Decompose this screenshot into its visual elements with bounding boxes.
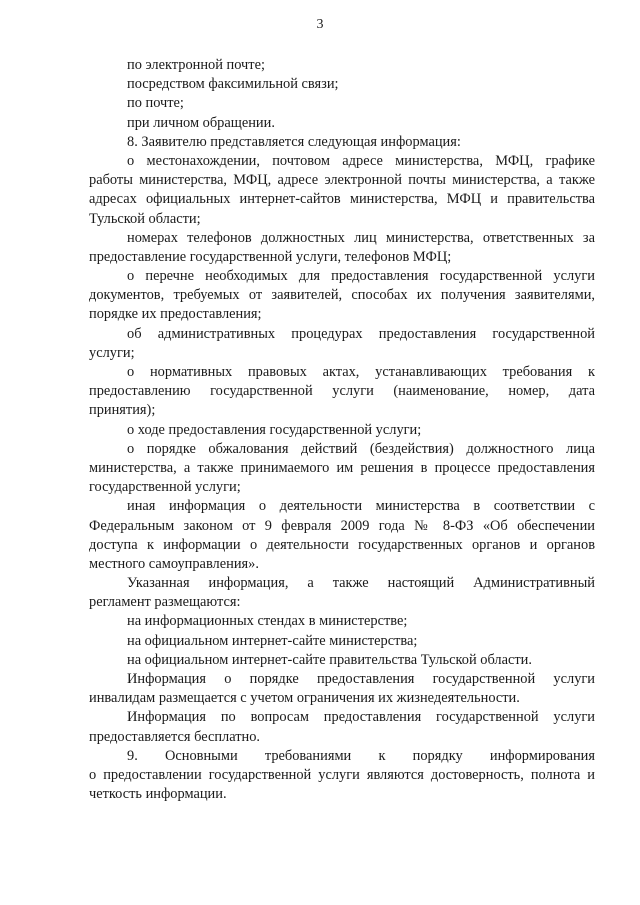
text-line: о предоставлении государственной услуги являются достоверность, полнота и (89, 766, 595, 783)
text-line: Федеральным законом от 9 февраля 2009 года № 8-ФЗ «Об обеспечении (89, 517, 595, 534)
text-line: иная информация о деятельности министерства в соответствии с (127, 498, 595, 515)
text-line: посредством факсимильной связи; (127, 76, 339, 93)
text-line: номерах телефонов должностных лиц министерства, ответственных за (127, 229, 595, 246)
text-line: инвалидам размещается с учетом ограничения их жизнедеятельности. (89, 690, 520, 707)
text-line: предоставлению государственной услуги (наименование, номер, дата (89, 383, 595, 400)
text-line: об административных процедурах предоставления государственной (127, 325, 595, 342)
text-line: о порядке обжалования действий (бездействия) должностного лица (127, 440, 595, 457)
text-line: Информация по вопросам предоставления государственной услуги (127, 709, 595, 726)
body-text (89, 56, 595, 804)
text-line: Указанная информация, а также настоящий Административный (127, 575, 595, 592)
text-line: о ходе предоставления государственной услуги; (127, 421, 422, 438)
text-line: о местонахождении, почтовом адресе министерства, МФЦ, графике (127, 152, 595, 169)
text-line: услуги; (89, 344, 135, 361)
text-line: при личном обращении. (127, 114, 275, 131)
text-line: порядке их предоставления; (89, 306, 262, 323)
text-line: адресах официальных интернет-сайтов министерства, МФЦ и правительства (89, 191, 595, 208)
text-line: 9. Основными требованиями к порядку информирования (127, 747, 595, 764)
text-line: министерства, а также принимаемого им решения в процессе предоставления (89, 459, 595, 476)
text-line: о перечне необходимых для предоставления государственной услуги (127, 268, 595, 285)
text-line: государственной услуги; (89, 479, 241, 496)
text-line: на официальном интернет-сайте правительства Тульской области. (127, 651, 532, 668)
text-line: по электронной почте; (127, 57, 265, 73)
text-line: документов, требуемых от заявителей, способах их получения заявителями, (89, 287, 595, 304)
text-line: Информация о порядке предоставления государственной услуги (127, 671, 595, 687)
text-line: доступа к информации о деятельности государственных органов и органов (89, 536, 595, 553)
text-line: на официальном интернет-сайте министерства; (127, 632, 418, 649)
text-line: местного самоуправления». (89, 555, 259, 572)
text-line: на информационных стендах в министерстве; (127, 613, 408, 630)
text-line: работы министерства, МФЦ, адресе электронной почты министерства, а также (89, 172, 595, 189)
page-number: 3 (316, 17, 324, 32)
text-line: 8. Заявителю представляется следующая информация: (127, 133, 461, 150)
text-line: регламент размещаются: (89, 594, 241, 611)
text-line: четкость информации. (89, 786, 227, 803)
text-line: Тульской области; (89, 210, 201, 227)
text-line: о нормативных правовых актах, устанавливающих требования к (127, 364, 595, 380)
text-line: предоставление государственной услуги, телефонов МФЦ; (89, 248, 452, 265)
text-line: предоставляется бесплатно. (89, 728, 261, 745)
text-line: принятия); (89, 402, 156, 419)
text-line: по почте; (127, 95, 184, 112)
